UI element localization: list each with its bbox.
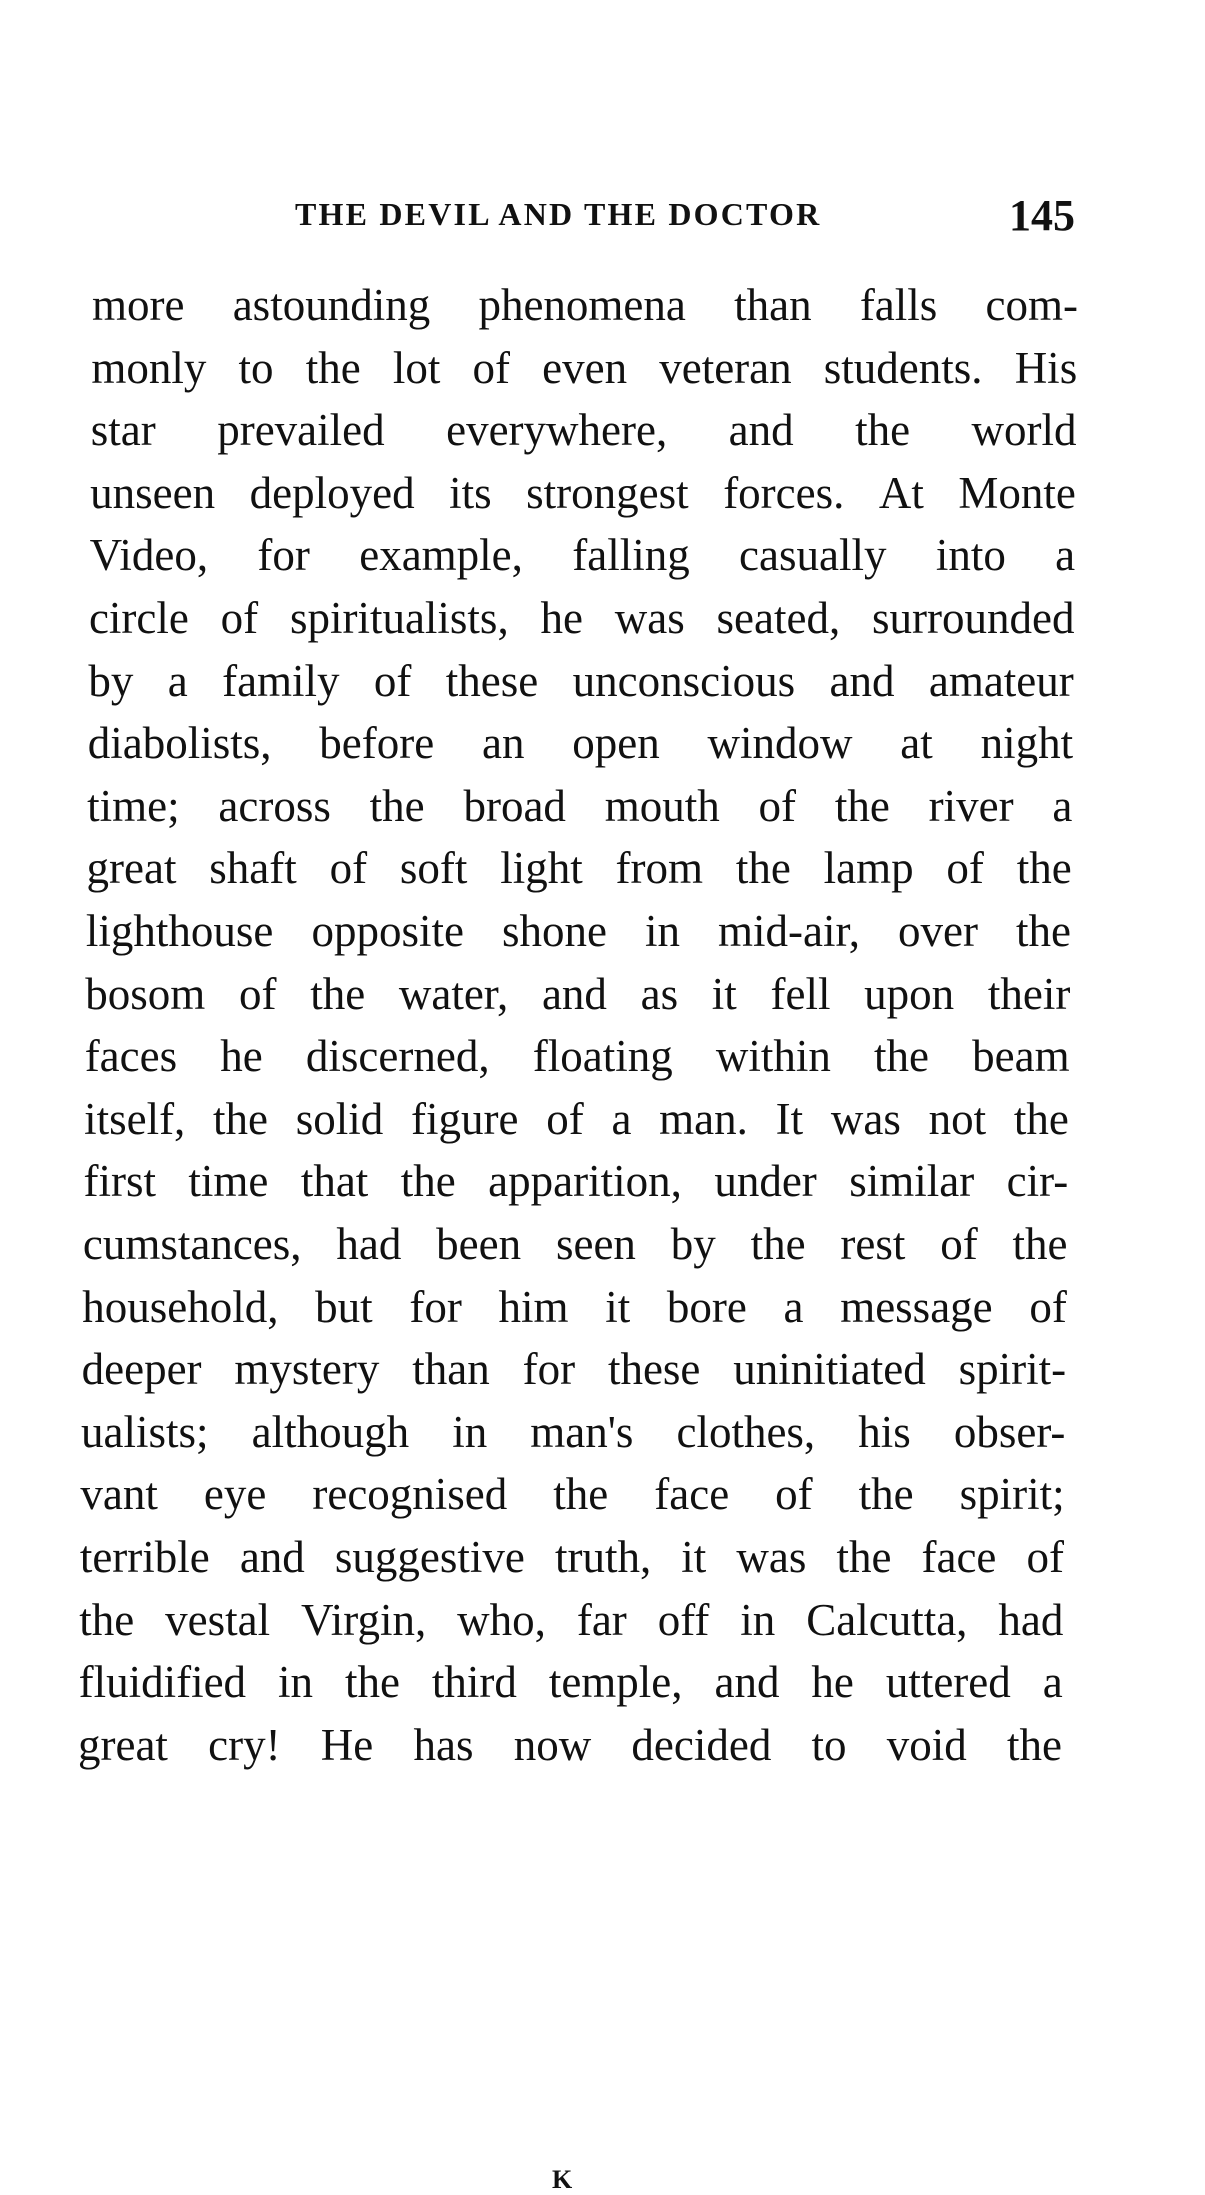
text-line: diabolists, before an open window at night	[87, 718, 1074, 769]
text-line: itself, the solid figure of a man. It was not the	[84, 1093, 1069, 1144]
text-line: first time that the apparition, under similar cir-	[83, 1156, 1069, 1207]
text-line: star prevailed everywhere, and the world	[90, 405, 1077, 456]
text-line: vant eye recognised the face of the spirit;	[80, 1469, 1065, 1520]
running-head	[295, 190, 1075, 240]
text-line: lighthouse opposite shone in mid-air, over the	[85, 906, 1071, 956]
printer-signature-mark	[552, 2165, 572, 2195]
text-line: great shaft of soft light from the lamp of the	[86, 843, 1072, 894]
text-line: deeper mystery than for these uninitiated spirit-	[81, 1344, 1067, 1395]
text-line: terrible and suggestive truth, it was the face of	[79, 1532, 1064, 1582]
text-line: bosom of the water, and as it fell upon their	[85, 968, 1071, 1019]
signature-mark-text: K	[552, 2165, 573, 2194]
text-line: ualists; although in man's clothes, his obser-	[81, 1406, 1066, 1457]
text-line: cumstances, had been seen by the rest of the	[82, 1219, 1068, 1269]
text-line: time; across the broad mouth of the river a	[87, 780, 1073, 831]
text-line: fluidified in the third temple, and he uttered a	[78, 1657, 1063, 1708]
text-line: faces he discerned, floating within the beam	[84, 1031, 1070, 1082]
page-number: 145	[1009, 191, 1075, 240]
text-line: great cry! He has now decided to void the	[78, 1719, 1062, 1770]
text-line: Video, for example, falling casually into a	[89, 530, 1076, 581]
running-head-title: THE DEVIL AND THE DOCTOR	[295, 196, 822, 232]
text-line: by a family of these unconscious and amateur	[88, 655, 1074, 706]
text-line: circle of spiritualists, he was seated, surrounded	[88, 593, 1075, 643]
text-line: more astounding phenomena than falls com-	[92, 280, 1078, 330]
text-line: household, but for him it bore a message of	[82, 1281, 1067, 1332]
text-line: the vestal Virgin, who, far off in Calcutta, had	[79, 1594, 1064, 1645]
text-line: unseen deployed its strongest forces. At Monte	[90, 467, 1076, 518]
text-line: monly to the lot of even veteran students. His	[91, 342, 1078, 393]
